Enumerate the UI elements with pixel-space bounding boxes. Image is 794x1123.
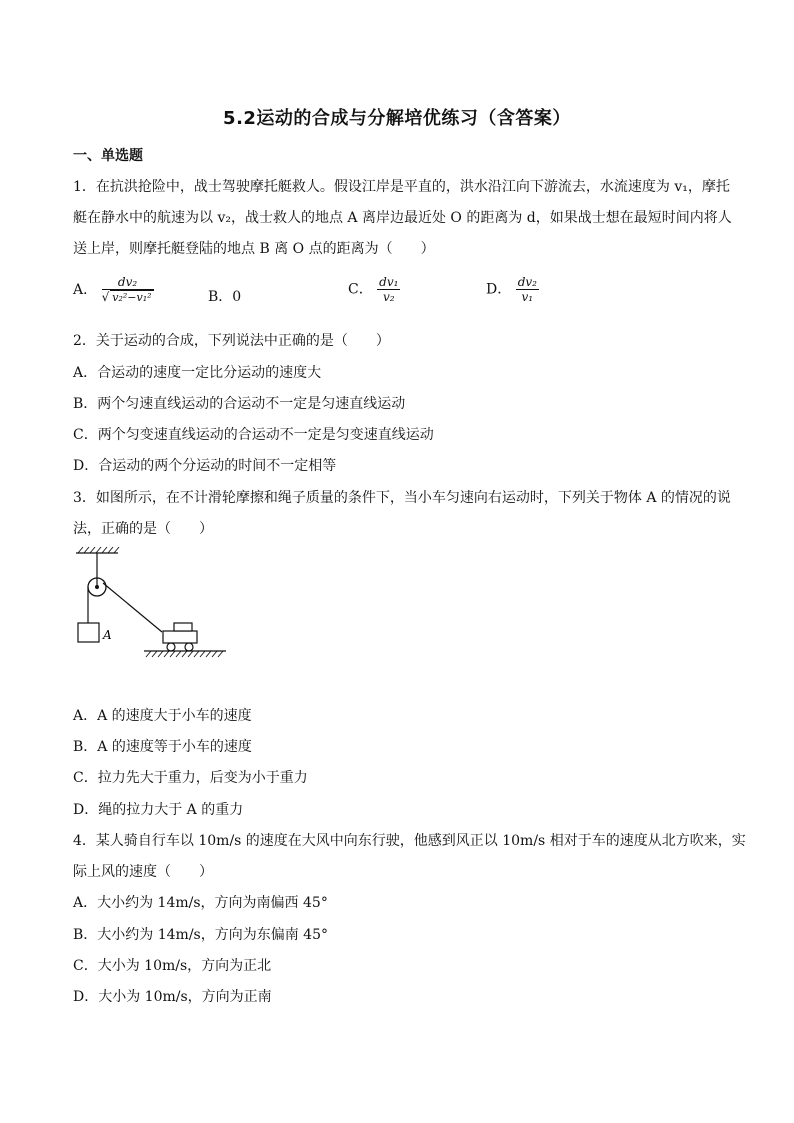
q3-line-2: 法，正确的是（ ） — [73, 521, 213, 537]
option-a-fraction — [102, 275, 154, 305]
option-letter: D． — [486, 281, 512, 298]
block-a-label: A — [103, 628, 112, 642]
cart-wheel-front — [185, 643, 193, 651]
q4-option-b[interactable]: B．大小约为 14m/s，方向为东偏南 45° — [73, 927, 328, 943]
cart-body — [163, 631, 197, 643]
fraction-numerator: dv₂ — [102, 275, 154, 290]
q1-option-a[interactable] — [73, 275, 154, 305]
fraction-denominator: v₂ — [383, 290, 395, 304]
fraction-denominator: √ v₂²−v₁² — [101, 290, 152, 304]
q2-option-b[interactable]: B．两个匀速直线运动的合运动不一定是匀速直线运动 — [73, 396, 406, 412]
option-letter: A． — [73, 282, 98, 298]
q4-line-2: 际上风的速度（ ） — [73, 864, 213, 880]
q2-option-a[interactable]: A．合运动的速度一定比分运动的速度大 — [73, 365, 322, 381]
pulley-axle — [95, 585, 99, 589]
q1-line-2: 艇在静水中的航速为以 v₂，战士救人的地点 A 离岸边最近处 O 的距离为 d，如果战士想在最短时间内将人 — [73, 210, 732, 226]
cart-cabin — [174, 623, 192, 631]
q2-option-d[interactable]: D．合运动的两个分运动的时间不一定相等 — [73, 458, 337, 474]
q2-option-c[interactable]: C．两个匀变速直线运动的合运动不一定是匀变速直线运动 — [73, 427, 434, 443]
q4-option-a[interactable]: A．大小约为 14m/s，方向为南偏西 45° — [73, 895, 328, 911]
option-letter: C． — [348, 281, 373, 298]
q3-option-d[interactable]: D．绳的拉力大于 A 的重力 — [73, 802, 244, 818]
q3-option-c[interactable]: C．拉力先大于重力，后变为小于重力 — [73, 770, 308, 786]
option-d-fraction — [516, 275, 539, 304]
ground-hatch — [146, 651, 223, 657]
q1-option-b[interactable]: B．0 — [208, 289, 242, 305]
q1-line-3: 送上岸，则摩托艇登陆的地点 B 离 O 点的距离为（ ） — [73, 241, 435, 257]
section-heading: 一、单选题 — [73, 148, 143, 164]
q1-option-c[interactable] — [348, 275, 400, 304]
sqrt-radicand: v₂²−v₁² — [112, 291, 152, 304]
block-a — [78, 623, 99, 642]
fraction-denominator: v₁ — [521, 290, 534, 304]
ceiling-hatch — [78, 547, 119, 553]
q3-option-a[interactable]: A．A 的速度大于小车的速度 — [73, 708, 252, 724]
q2-stem: 2．关于运动的合成，下列说法中正确的是（ ） — [73, 333, 390, 349]
option-c-fraction — [377, 275, 400, 304]
q4-line-1: 4．某人骑自行车以 10m/s 的速度在大风中向东行驶，他感到风正以 10m/s 相对于车的速度从北方吹来，实 — [73, 833, 746, 849]
q3-option-b[interactable]: B．A 的速度等于小车的速度 — [73, 739, 252, 755]
q1-line-1: 1．在抗洪抢险中，战士驾驶摩托艇救人。假设江岸是平直的，洪水沿江向下游流去，水流速度为 v₁，摩托 — [73, 179, 730, 195]
rope-slanted — [103, 583, 162, 632]
q1-option-d[interactable] — [486, 275, 539, 304]
cart-wheel-rear — [167, 643, 175, 651]
q3-line-1: 3．如图所示，在不计滑轮摩擦和绳子质量的条件下，当小车匀速向右运动时，下列关于物体 A 的情况的说 — [73, 490, 731, 506]
fraction-numerator: dv₁ — [379, 275, 399, 289]
fraction-numerator: dv₂ — [517, 275, 537, 289]
q4-option-c[interactable]: C．大小为 10m/s，方向为正北 — [73, 958, 272, 974]
q4-option-d[interactable]: D．大小为 10m/s，方向为正南 — [73, 989, 272, 1005]
page-title: 5.2运动的合成与分解培优练习（含答案） — [223, 108, 571, 129]
pulley-cart-figure — [70, 545, 240, 665]
